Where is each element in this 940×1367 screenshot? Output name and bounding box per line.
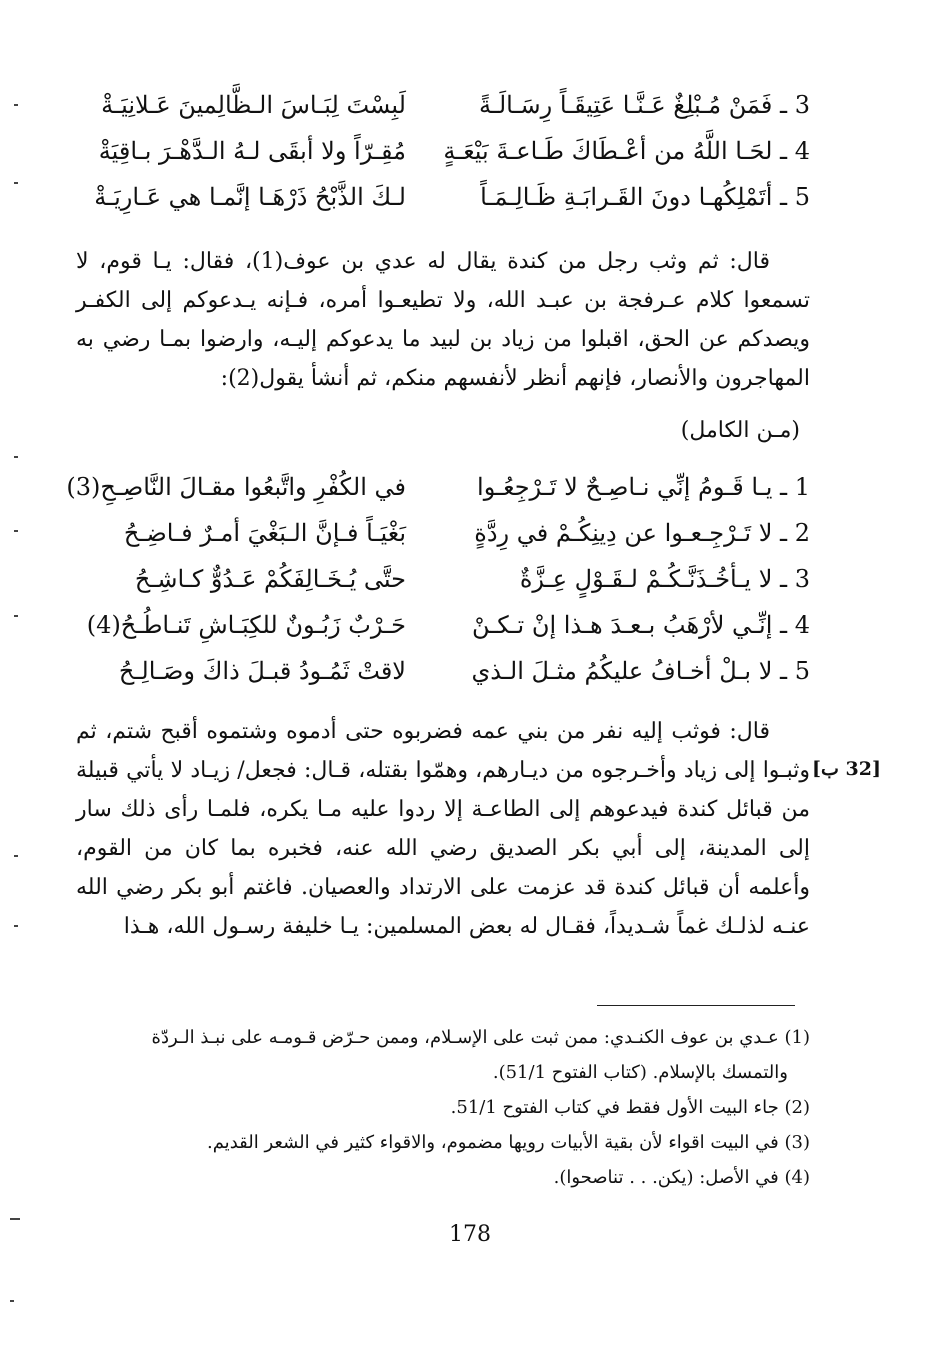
verse-second-hemistich: لـكَ الذَّبْحُ ذَرْهَـا إنَّمـا هي عَـارِيَـةْ bbox=[94, 183, 406, 211]
poem-2-verse-2 bbox=[76, 510, 810, 556]
footnote-3: (3) في البيت اقواء لأن بقية الأبيات رويها مضموم، والاقواء كثير في الشعر القديم. bbox=[206, 1132, 810, 1153]
footnote-1: (1) عـدي بن عوف الكنـدي: ممن ثبت على الإسـلام، وممن حـرّض قـومـه على نبـذ الـردّة bbox=[151, 1027, 810, 1048]
verse-first-hemistich bbox=[450, 602, 810, 648]
verse-first-hemistich-text: إنِّـي لأرْهَبُ بـعـدَ هـذا إنْ تـكـنْ bbox=[471, 611, 773, 639]
verse-second-hemistich: لَبِسْتَ لِبَـاسَ الـظَّالِمينَ عَـلانِيَـةْ bbox=[101, 91, 406, 119]
footnote-2: (2) جاء البيت الأول فقط في كتاب الفتوح 51/1. bbox=[450, 1097, 810, 1118]
verse-number: 3 ـ bbox=[780, 91, 810, 119]
verse-first-hemistich bbox=[450, 82, 810, 128]
manuscript-folio-note: [32 ب] bbox=[812, 758, 881, 780]
scan-speck bbox=[14, 530, 18, 532]
paragraph-2 bbox=[76, 712, 810, 946]
verse-second-hemistich: حتَّى يُـخَـالِفَكُمْ عَـدُوٌّ كـاشِـحُ bbox=[134, 565, 406, 593]
page-number: 178 bbox=[449, 1222, 491, 1247]
verse-first-hemistich-text: لا تَـرْجِـعـوا عن دِينِكُـمْ في رِدَّةٍ bbox=[474, 519, 773, 547]
scan-speck bbox=[14, 182, 18, 184]
scan-speck bbox=[14, 104, 18, 106]
verse-number: 5 ـ bbox=[780, 183, 810, 211]
poem-2 bbox=[66, 464, 810, 694]
verse-first-hemistich-text: يـا قَـومُ إنِّي نـاصِـحٌ لا تَـرْجِعُـوا bbox=[477, 473, 773, 501]
poem-1 bbox=[76, 82, 810, 220]
paragraph-2-text: قال: فوثب إليه نفر من بني عمه فضربوه حتى أدموه وشتموه أقبح شتم، ثم وثبـوا إلى زياد وأخـرجوه من ديـارهم، وهمّوا بقتله، قـال: فجعل/ زيـاد لا يأتي قبيلة من قبائل كندة فيدعوهم إلى الطاعـة إلا ردوا عليه مـا يكره، فلمـا رأى ذلك سار إلى المدينة، إلى أبي بكر الصديق رضي الله عنه، فخبره بما كان من القوم، وأعلمه أن قبائل كندة قد عزمت على الارتداد والعصيان. فاغتم أبو بكر رضي الله عنـه لذلـك غماً شـديداً، فقـال له بعض المسلمين: يـا خليفة رسـول الله، هـذا bbox=[76, 719, 810, 939]
verse-first-hemistich-text: لحَـا اللَّهُ من أعْـطَاكَ طَـاعـةَ بَيْعَـةٍ bbox=[443, 137, 773, 165]
poem-2-verse-5 bbox=[76, 648, 810, 694]
paragraph-1-text: قال: ثم وثب رجل من كندة يقال له عدي بن عوف(1)، فقال: يـا قوم، لا تسمعوا كلام عـرفجة بن عبـد الله، ولا تطيعـوا أمره، فـإنه يـدعوكم إلى الكفـر ويصدكم عن الحق، اقبلوا من زياد بن لبيد ما يدعوكم إليـه، وارضوا بمـا رضي به المهاجرون والأنصار، فإنهم أنظر لأنفسهم منكم، ثم أنشأ يقول(2): bbox=[76, 249, 810, 391]
footnote-separator bbox=[597, 1005, 795, 1006]
scan-speck bbox=[10, 1218, 20, 1220]
poem-1-verse-3 bbox=[76, 174, 810, 220]
footnotes bbox=[76, 1020, 810, 1195]
paragraph-1 bbox=[76, 242, 810, 398]
verse-first-hemistich bbox=[450, 174, 810, 220]
scan-speck bbox=[14, 456, 18, 458]
verse-first-hemistich bbox=[450, 648, 810, 694]
poem-2-verse-4 bbox=[76, 602, 810, 648]
verse-first-hemistich-text: فَمَنْ مُـبْلِغٌ عَـنَّـا عَتِيقَـاً رِسَـالَـةً bbox=[478, 91, 773, 119]
poem-1-verse-1 bbox=[76, 82, 810, 128]
scan-speck bbox=[14, 615, 18, 617]
verse-number: 4 ـ bbox=[780, 137, 810, 165]
verse-first-hemistich bbox=[450, 556, 810, 602]
verse-first-hemistich-text: أتَمْلِكُهـا دونَ القَـرابَـةِ ظَـالِـمَـاً bbox=[480, 183, 773, 211]
verse-number: 4 ـ bbox=[780, 611, 810, 639]
verse-first-hemistich bbox=[443, 128, 810, 174]
verse-first-hemistich bbox=[450, 510, 810, 556]
poem-1-verse-2 bbox=[76, 128, 810, 174]
scan-speck bbox=[14, 925, 18, 927]
verse-number: 5 ـ bbox=[780, 657, 810, 685]
verse-number: 1 ـ bbox=[780, 473, 810, 501]
poem-2-verse-1 bbox=[66, 464, 810, 510]
verse-second-hemistich: حَـرْبٌ زَبُـونٌ للكِبَـاشِ تَنـاطُـحُ(4) bbox=[86, 611, 406, 639]
verse-number: 3 ـ bbox=[780, 565, 810, 593]
verse-second-hemistich: مُقِـرّاً ولا أبقَى لـهُ الـدَّهْـرَ بـاقِيَةْ bbox=[98, 137, 406, 165]
scan-speck bbox=[10, 1300, 14, 1302]
footnote-1-continued: والتمسك بالإسلام. (كتاب الفتوح 51/1). bbox=[492, 1062, 788, 1083]
footnote-4: (4) في الأصل: (يكن. . . تناصحوا). bbox=[553, 1167, 810, 1188]
meter-label: (مـن الكامل) bbox=[680, 418, 800, 443]
scan-speck bbox=[14, 855, 18, 857]
verse-first-hemistich-text: لا يـأخُـذَنَّـكُـمْ لـقَـوْلٍ عِـزَّةٌ bbox=[519, 565, 773, 593]
verse-first-hemistich-text: لا بـلْ أخـافُ عليكُمُ مثـلَ الـذي bbox=[471, 657, 773, 685]
verse-first-hemistich bbox=[450, 464, 810, 510]
verse-second-hemistich: في الكُفْرِ واتَّبعُوا مقـالَ النَّاصِـحِ(3) bbox=[66, 473, 406, 501]
verse-number: 2 ـ bbox=[780, 519, 810, 547]
verse-second-hemistich: بَغْيَـاً فـإنَّ الـبَغْيَ أمـرٌ فـاضِـحُ bbox=[123, 519, 406, 547]
poem-2-verse-3 bbox=[76, 556, 810, 602]
verse-second-hemistich: لاقتْ ثَمُـودُ قبـلَ ذاكَ وصَـالِـحُ bbox=[118, 657, 406, 685]
